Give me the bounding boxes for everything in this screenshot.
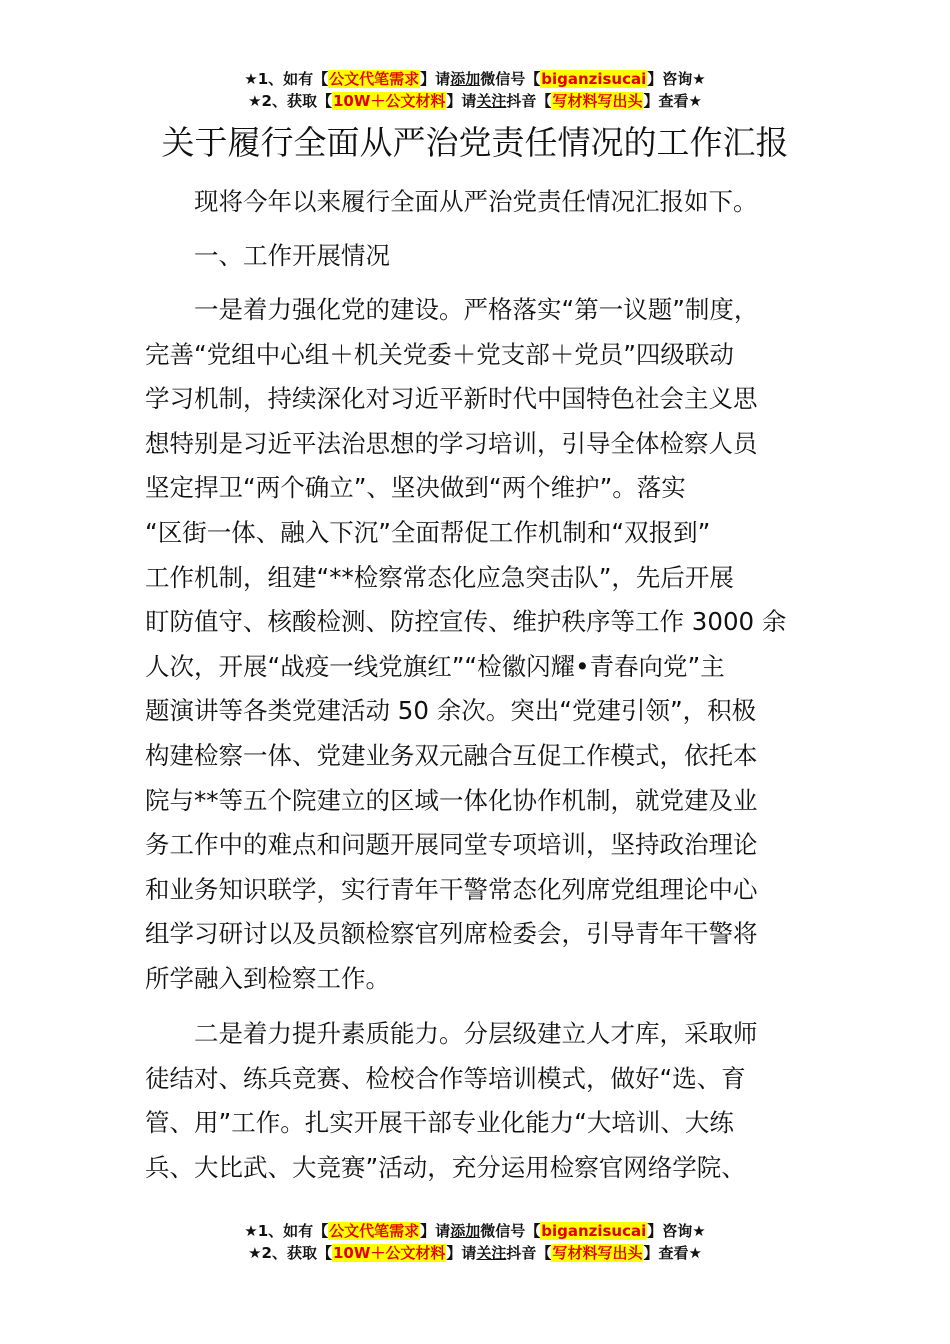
paragraph-line: 务工作中的难点和问题开展同堂专项培训，坚持政治理论	[145, 830, 758, 860]
promo-text: ★1、如有【	[244, 70, 329, 88]
paragraph-line: 徒结对、练兵竞赛、检校合作等培训模式，做好“选、育	[145, 1063, 746, 1093]
paragraph-line: 管、用”工作。扎实开展干部专业化能力“大培训、大练	[145, 1108, 734, 1138]
paragraph-line: 组学习研讨以及员额检察官列席检委会，引导青年干警将	[145, 919, 758, 949]
promo-highlight: 10W＋公文材料	[332, 92, 446, 110]
paragraph-line: 一是着力强化党的建设。严格落实“第一议题”制度，	[194, 295, 759, 324]
paragraph-party-building	[145, 288, 833, 1002]
promo-underline: 添加	[450, 70, 481, 88]
intro-paragraph	[145, 180, 833, 225]
paragraph-line: “区街一体、融入下沉”全面帮促工作机制和“双报到”	[145, 517, 711, 547]
paragraph-line: 学习机制，持续深化对习近平新时代中国特色社会主义思	[145, 384, 758, 414]
section-heading	[145, 234, 833, 279]
paragraph-line: 和业务知识联学，实行青年干警常态化列席党组理论中心	[145, 874, 758, 904]
promo-text: ★2、获取【	[248, 1244, 332, 1262]
promo-text: 】请	[446, 1244, 477, 1262]
paragraph-line: 二是着力提升素质能力。分层级建立人才库，采取师	[194, 1019, 758, 1048]
promo-highlight: 公文代笔需求	[329, 1222, 420, 1240]
paragraph-line: 盯防值守、核酸检测、防控宣传、维护秩序等工作 3000 余	[145, 607, 787, 637]
promo-text: 抖音【	[506, 1244, 552, 1262]
promo-line-2	[0, 1242, 950, 1264]
promo-douyin-id: 写材料写出头	[552, 92, 643, 110]
promo-banner-top	[0, 68, 950, 112]
paragraph-line: 完善“党组中心组＋机关党委＋党支部＋党员”四级联动	[145, 339, 734, 369]
paragraph-line: 想特别是习近平法治思想的学习培训，引导全体检察人员	[145, 428, 758, 458]
promo-text: ★1、如有【	[244, 1222, 329, 1240]
document-title: 关于履行全面从严治党责任情况的工作汇报	[161, 123, 789, 162]
promo-text: 】咨询★	[647, 70, 706, 88]
heading-text: 一、工作开展情况	[194, 241, 390, 270]
intro-text: 现将今年以来履行全面从严治党责任情况汇报如下。	[194, 187, 758, 216]
paragraph-line: 题演讲等各类党建活动 50 余次。突出“党建引领”，积极	[145, 696, 757, 726]
paragraph-line: 兵、大比武、大竞赛”活动，充分运用检察官网络学院、	[145, 1152, 746, 1182]
promo-text: 抖音【	[506, 92, 552, 110]
promo-text: 】查看★	[643, 1244, 702, 1262]
promo-line-2	[0, 90, 950, 112]
paragraph-line: 所学融入到检察工作。	[145, 963, 390, 993]
paragraph-competence	[145, 1012, 833, 1190]
paragraph-line: 工作机制，组建“**检察常态化应急突击队”，先后开展	[145, 562, 734, 592]
promo-underline: 关注	[476, 1244, 507, 1262]
promo-line-1	[0, 68, 950, 90]
promo-highlight: 公文代笔需求	[329, 70, 420, 88]
promo-text: 】请	[420, 1222, 451, 1240]
paragraph-line: 人次，开展“战疫一线党旗红”“检徽闪耀•青春向党”主	[145, 651, 725, 681]
promo-text: 】请	[446, 92, 477, 110]
promo-text: 微信号【	[480, 70, 541, 88]
promo-underline: 添加	[450, 1222, 481, 1240]
promo-text: 微信号【	[480, 1222, 541, 1240]
promo-text: ★2、获取【	[248, 92, 332, 110]
promo-wechat-id: biganzisucai	[541, 70, 647, 88]
paragraph-line: 坚定捍卫“两个确立”、坚决做到“两个维护”。落实	[145, 473, 686, 503]
promo-douyin-id: 写材料写出头	[552, 1244, 643, 1262]
promo-text: 】查看★	[643, 92, 702, 110]
promo-text: 】请	[420, 70, 451, 88]
paragraph-line: 院与**等五个院建立的区域一体化协作机制，就党建及业	[145, 785, 758, 815]
promo-line-1	[0, 1220, 950, 1242]
promo-highlight: 10W＋公文材料	[332, 1244, 446, 1262]
promo-underline: 关注	[476, 92, 507, 110]
promo-text: 】咨询★	[647, 1222, 706, 1240]
promo-banner-bottom	[0, 1220, 950, 1264]
paragraph-line: 构建检察一体、党建业务双元融合互促工作模式，依托本	[145, 740, 758, 770]
promo-wechat-id: biganzisucai	[541, 1222, 647, 1240]
